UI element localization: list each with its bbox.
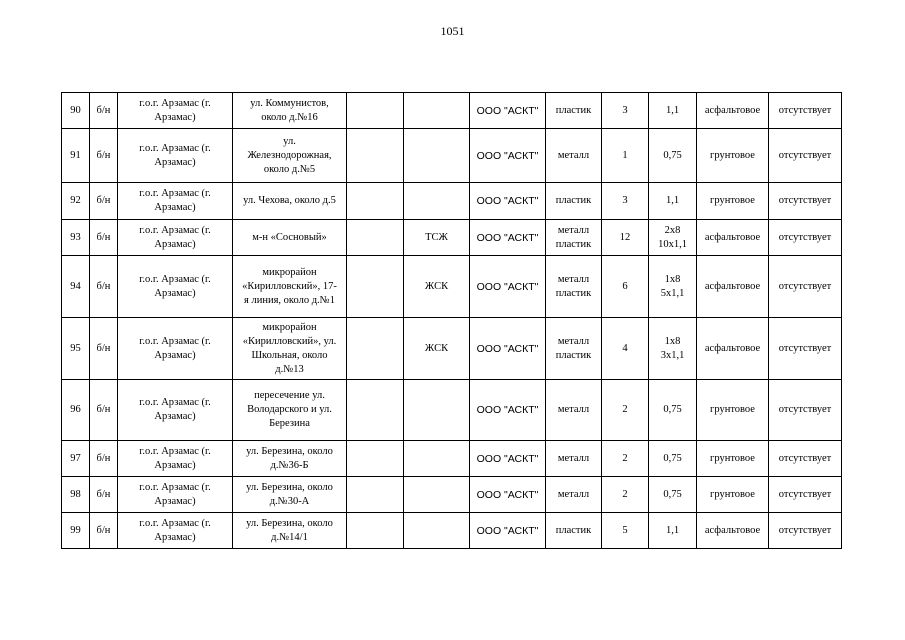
fence-cell: отсутствует bbox=[769, 129, 842, 183]
registry-number: б/н bbox=[90, 256, 118, 318]
container-count-cell: 2 bbox=[602, 477, 649, 513]
container-count-cell: 2 bbox=[602, 441, 649, 477]
operator-cell: ООО "АСКТ" bbox=[470, 183, 546, 220]
address-cell: пересечение ул. Володарского и ул. Березина bbox=[233, 380, 347, 441]
registry-number: б/н bbox=[90, 318, 118, 380]
volume-cell: 0,75 bbox=[649, 477, 697, 513]
address-cell: микрорайон «Кирилловский», ул. Школьная, около д.№13 bbox=[233, 318, 347, 380]
surface-cell: асфальтовое bbox=[697, 318, 769, 380]
district-cell: г.о.г. Арзамас (г. Арзамас) bbox=[118, 318, 233, 380]
surface-cell: грунтовое bbox=[697, 477, 769, 513]
surface-cell: грунтовое bbox=[697, 441, 769, 477]
operator-cell: ООО "АСКТ" bbox=[470, 256, 546, 318]
address-cell: ул. Березина, около д.№14/1 bbox=[233, 513, 347, 549]
address-cell: м-н «Сосновый» bbox=[233, 220, 347, 256]
container-count-cell: 6 bbox=[602, 256, 649, 318]
row-number: 94 bbox=[62, 256, 90, 318]
container-count-cell: 2 bbox=[602, 380, 649, 441]
operator-cell: ООО "АСКТ" bbox=[470, 220, 546, 256]
material-cell: металл пластик bbox=[546, 220, 602, 256]
container-count-cell: 12 bbox=[602, 220, 649, 256]
district-cell: г.о.г. Арзамас (г. Арзамас) bbox=[118, 380, 233, 441]
blank-cell bbox=[347, 513, 404, 549]
blank-cell bbox=[347, 256, 404, 318]
fence-cell: отсутствует bbox=[769, 477, 842, 513]
surface-cell: асфальтовое bbox=[697, 93, 769, 129]
district-cell: г.о.г. Арзамас (г. Арзамас) bbox=[118, 513, 233, 549]
table-row bbox=[62, 256, 842, 318]
row-number: 90 bbox=[62, 93, 90, 129]
volume-cell: 0,75 bbox=[649, 441, 697, 477]
fence-cell: отсутствует bbox=[769, 318, 842, 380]
row-number: 93 bbox=[62, 220, 90, 256]
district-cell: г.о.г. Арзамас (г. Арзамас) bbox=[118, 93, 233, 129]
blank-cell bbox=[347, 318, 404, 380]
district-cell: г.о.г. Арзамас (г. Арзамас) bbox=[118, 477, 233, 513]
owner-type-cell: ЖСК bbox=[404, 256, 470, 318]
fence-cell: отсутствует bbox=[769, 93, 842, 129]
address-cell: ул. Березина, около д.№36-Б bbox=[233, 441, 347, 477]
operator-cell: ООО "АСКТ" bbox=[470, 93, 546, 129]
volume-cell: 1х8 3х1,1 bbox=[649, 318, 697, 380]
table-row bbox=[62, 183, 842, 220]
owner-type-cell bbox=[404, 477, 470, 513]
surface-cell: грунтовое bbox=[697, 129, 769, 183]
table-row bbox=[62, 380, 842, 441]
district-cell: г.о.г. Арзамас (г. Арзамас) bbox=[118, 129, 233, 183]
owner-type-cell bbox=[404, 183, 470, 220]
registry-number: б/н bbox=[90, 93, 118, 129]
blank-cell bbox=[347, 477, 404, 513]
address-cell: ул. Железнодорожная, около д.№5 bbox=[233, 129, 347, 183]
fence-cell: отсутствует bbox=[769, 513, 842, 549]
table-row bbox=[62, 318, 842, 380]
operator-cell: ООО "АСКТ" bbox=[470, 477, 546, 513]
surface-cell: грунтовое bbox=[697, 183, 769, 220]
row-number: 96 bbox=[62, 380, 90, 441]
material-cell: пластик bbox=[546, 513, 602, 549]
row-number: 91 bbox=[62, 129, 90, 183]
material-cell: металл пластик bbox=[546, 256, 602, 318]
volume-cell: 2х8 10х1,1 bbox=[649, 220, 697, 256]
district-cell: г.о.г. Арзамас (г. Арзамас) bbox=[118, 183, 233, 220]
owner-type-cell: ТСЖ bbox=[404, 220, 470, 256]
district-cell: г.о.г. Арзамас (г. Арзамас) bbox=[118, 441, 233, 477]
container-sites-table bbox=[61, 92, 842, 549]
container-count-cell: 1 bbox=[602, 129, 649, 183]
owner-type-cell bbox=[404, 441, 470, 477]
row-number: 95 bbox=[62, 318, 90, 380]
material-cell: металл пластик bbox=[546, 318, 602, 380]
table-row bbox=[62, 441, 842, 477]
blank-cell bbox=[347, 129, 404, 183]
table-row bbox=[62, 129, 842, 183]
registry-number: б/н bbox=[90, 477, 118, 513]
table-row bbox=[62, 477, 842, 513]
fence-cell: отсутствует bbox=[769, 380, 842, 441]
material-cell: металл bbox=[546, 441, 602, 477]
row-number: 98 bbox=[62, 477, 90, 513]
table-row bbox=[62, 220, 842, 256]
blank-cell bbox=[347, 93, 404, 129]
container-count-cell: 3 bbox=[602, 183, 649, 220]
address-cell: ул. Чехова, около д.5 bbox=[233, 183, 347, 220]
operator-cell: ООО "АСКТ" bbox=[470, 513, 546, 549]
blank-cell bbox=[347, 380, 404, 441]
owner-type-cell bbox=[404, 93, 470, 129]
owner-type-cell bbox=[404, 129, 470, 183]
district-cell: г.о.г. Арзамас (г. Арзамас) bbox=[118, 256, 233, 318]
operator-cell: ООО "АСКТ" bbox=[470, 318, 546, 380]
owner-type-cell: ЖСК bbox=[404, 318, 470, 380]
material-cell: металл bbox=[546, 380, 602, 441]
surface-cell: асфальтовое bbox=[697, 220, 769, 256]
material-cell: пластик bbox=[546, 183, 602, 220]
material-cell: металл bbox=[546, 129, 602, 183]
row-number: 97 bbox=[62, 441, 90, 477]
table-row bbox=[62, 513, 842, 549]
fence-cell: отсутствует bbox=[769, 220, 842, 256]
volume-cell: 1,1 bbox=[649, 513, 697, 549]
material-cell: пластик bbox=[546, 93, 602, 129]
operator-cell: ООО "АСКТ" bbox=[470, 441, 546, 477]
container-count-cell: 4 bbox=[602, 318, 649, 380]
registry-number: б/н bbox=[90, 513, 118, 549]
address-cell: ул. Коммунистов, около д.№16 bbox=[233, 93, 347, 129]
material-cell: металл bbox=[546, 477, 602, 513]
fence-cell: отсутствует bbox=[769, 183, 842, 220]
surface-cell: асфальтовое bbox=[697, 513, 769, 549]
container-count-cell: 5 bbox=[602, 513, 649, 549]
fence-cell: отсутствует bbox=[769, 256, 842, 318]
operator-cell: ООО "АСКТ" bbox=[470, 380, 546, 441]
district-cell: г.о.г. Арзамас (г. Арзамас) bbox=[118, 220, 233, 256]
volume-cell: 1,1 bbox=[649, 183, 697, 220]
volume-cell: 1х8 5х1,1 bbox=[649, 256, 697, 318]
row-number: 92 bbox=[62, 183, 90, 220]
surface-cell: асфальтовое bbox=[697, 256, 769, 318]
registry-number: б/н bbox=[90, 220, 118, 256]
registry-number: б/н bbox=[90, 183, 118, 220]
registry-number: б/н bbox=[90, 441, 118, 477]
operator-cell: ООО "АСКТ" bbox=[470, 129, 546, 183]
volume-cell: 0,75 bbox=[649, 380, 697, 441]
registry-number: б/н bbox=[90, 129, 118, 183]
table-row bbox=[62, 93, 842, 129]
fence-cell: отсутствует bbox=[769, 441, 842, 477]
volume-cell: 0,75 bbox=[649, 129, 697, 183]
owner-type-cell bbox=[404, 380, 470, 441]
row-number: 99 bbox=[62, 513, 90, 549]
page-number: 1051 bbox=[440, 24, 465, 38]
registry-number: б/н bbox=[90, 380, 118, 441]
owner-type-cell bbox=[404, 513, 470, 549]
surface-cell: грунтовое bbox=[697, 380, 769, 441]
blank-cell bbox=[347, 183, 404, 220]
address-cell: микрорайон «Кирилловский», 17- я линия, около д.№1 bbox=[233, 256, 347, 318]
blank-cell bbox=[347, 441, 404, 477]
address-cell: ул. Березина, около д.№30-А bbox=[233, 477, 347, 513]
volume-cell: 1,1 bbox=[649, 93, 697, 129]
container-count-cell: 3 bbox=[602, 93, 649, 129]
blank-cell bbox=[347, 220, 404, 256]
